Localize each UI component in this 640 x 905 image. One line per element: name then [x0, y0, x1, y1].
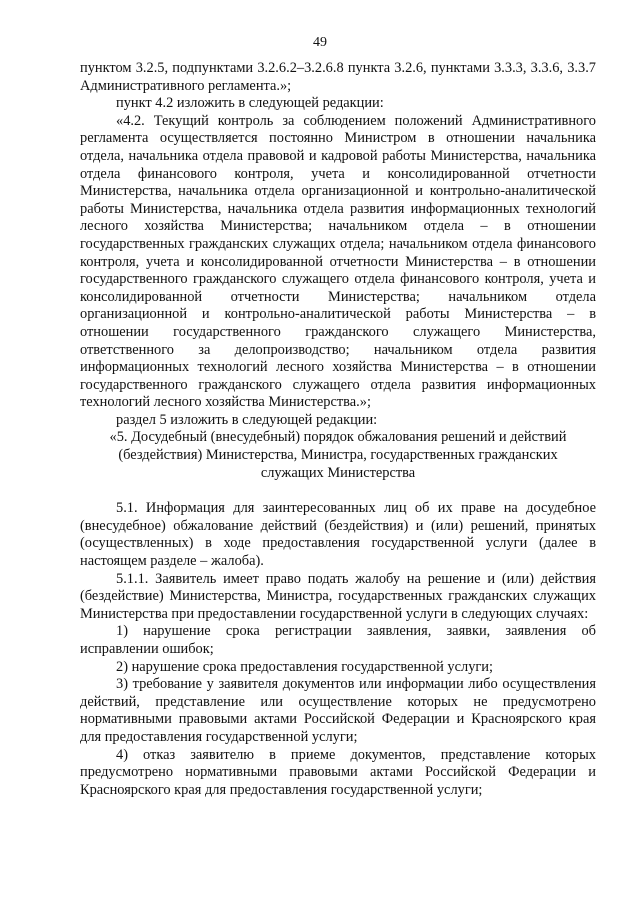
list-item: 1) нарушение срока регистрации заявления, заявки, заявления об исправлении ошибок; — [80, 623, 596, 657]
document-body — [80, 60, 596, 799]
section-title — [80, 429, 596, 482]
section-title-line: (бездействия) Министерства, Министра, государственных гражданских — [118, 447, 558, 464]
paragraph: 5.1. Информация для заинтересованных лиц об их праве на досудебное (внесудебное) обжалование действий (бездействия) и (или) решений, принятых (осуществленных) в ходе предоставления государственной услуги (далее в настоящем разделе – жалоба). — [80, 500, 596, 570]
paragraph: 5.1.1. Заявитель имеет право подать жалобу на решение и (или) действия (бездействие) Министерства, Министра, государственных гражданских служащих Министерства при предоставлении государственной услуги в следующих случаях: — [80, 570, 596, 622]
paragraph: «4.2. Текущий контроль за соблюдением положений Административного регламента осуществляется постоянно Министром в отношении начальника отдела, начальника отдела правовой и кадровой работы Министерства, начальника отдела финансового контроля, учета и консолидированной отчетности Министерства, начальника отдела организационной и контрольно-аналитической работы Министерства, начальника отдела развития информационных технологий лесного хозяйства Министерства; начальником отдела – в отношении государственных гражданских служащих отдела; начальником отдела финансового контроля, учета и консолидированной отчетности Министерства – в отношении государственного гражданского служащего отдела финансового контроля, учета и консолидированной отчетности Министерства; начальником отдела организационной и контрольно-аналитической работы Министерства – в отношении государственного гражданского служащего Министерства, ответственного за делопроизводство; начальником отдела развития информационных технологий лесного хозяйства Министерства – в отношении государственного гражданского служащего отдела развития информационных технологий лесного хозяйства Министерства.»; — [80, 112, 596, 411]
list-item: 3) требование у заявителя документов или информации либо осуществления действий, представление или осуществление которых не предусмотрено нормативными правовыми актами Российской Федерации и Красноярского края для предоставления государственной услуги; — [80, 676, 596, 745]
paragraph: раздел 5 изложить в следующей редакции: — [116, 411, 378, 428]
section-title-line: служащих Министерства — [260, 464, 416, 481]
section-title-line: «5. Досудебный (внесудебный) порядок обжалования решений и действий — [109, 429, 567, 446]
page-number: 49 — [313, 35, 327, 50]
paragraph: пункт 4.2 изложить в следующей редакции: — [116, 95, 384, 112]
paragraph: пунктом 3.2.5, подпунктами 3.2.6.2–3.2.6.8 пункта 3.2.6, пунктами 3.3.3, 3.3.6, 3.3.7 Административного регламента.»; — [80, 60, 596, 94]
list-item: 4) отказ заявителю в приеме документов, представление которых предусмотрено нормативными правовыми актами Российской Федерации и Красноярского края для предоставления государственной услуги; — [80, 746, 596, 798]
list-item: 2) нарушение срока предоставления государственной услуги; — [116, 658, 493, 675]
spacer — [80, 482, 596, 500]
